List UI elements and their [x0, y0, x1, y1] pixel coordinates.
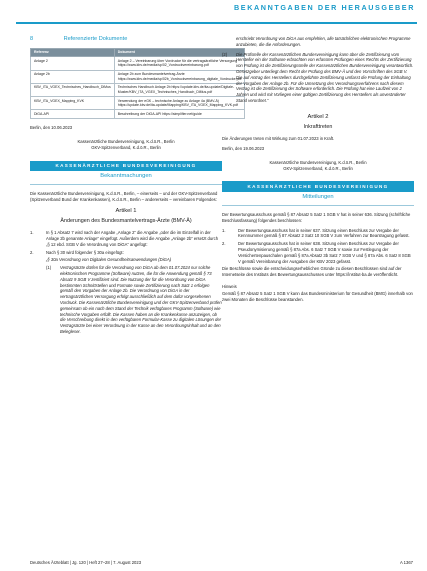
hinweis-text: Gemäß § 87 Absatz 5 Satz 1 SGB V kann das Bundesministerium für Gesundheit (BMG) innerhalb von zwei Monaten die Beschlüsse beanstanden. [222, 290, 413, 302]
list-item [222, 241, 414, 264]
table-cell-reference: DiGA-API [31, 110, 115, 119]
page-footer [30, 560, 417, 565]
list-item-label: 2. [30, 249, 34, 255]
article-subtitle: Inkrafttreten [303, 123, 333, 130]
hinweis-heading: Hinweis [222, 284, 237, 290]
list-item [30, 257, 222, 263]
table-row [31, 97, 245, 110]
table-cell-reference: KBV_ITA_VGEX_Mapping_KVK [31, 97, 115, 110]
right-column [222, 36, 414, 306]
journal-citation: Deutsches Ärzteblatt | Jg. 120 | Heft 27–28 | 7. August 2023 [30, 560, 142, 565]
table-cell-document: Anlage 2 – Vereinbarung über Vordrucke für die vertragsärztliche Versorgung https://www.kbv.de/media/sp/02_Vordruckvereinbarung.pdf [114, 57, 245, 70]
sub-list-item-text: Vertragsärzte dürfen für die Verordnung von DiGA ab dem 01.07.2024 nur solche elektronischen Programme (Software) nutzen, die für die Anwendung gemäß § 73 Absatz 9 SGB V zertifiziert sind. Die Nutzung der für die Verordnung von DiGA bestimmten Schnittstellen und Formate sowie Zertifizierung nach Satz 1 erfolgen gemäß den Vorgaben der Anlage 2b. Die Verordnung von DiGA in der vertragsärztlichen Versorgung erfolgt ausschließlich auf dem dafür vorgesehenen Vordruck. Die Kassenärztliche Bundesvereinigung und der GKV-Spitzenverband prüfen gemeinsam ob ein nach dem Stand der Technik verfügbares Programm (Software) wie technische Vorgaben erfüllt. Die Kassen haben an die Krankenkasse anzuzeigen, ob die Verschreibung direkt in den verfügbaren Formular-Kasse zu digitalen Lösungen der Vertragsärzte bei einer Verordnung in der Kasse an den Verordnungsinhalt und an den Belegleser. [60, 265, 222, 334]
section-band-kbv: KASSENÄRZTLICHE BUNDESVEREINIGUNG [222, 181, 414, 192]
list-item-label: 1. [222, 227, 226, 233]
table-row [31, 57, 245, 70]
section-subheading: Mitteilungen [302, 194, 334, 201]
table-row [31, 110, 245, 119]
table-cell-reference: Anlage 2 [31, 57, 115, 70]
article-title: Artikel 1 [115, 207, 137, 214]
section-title: Referenzierte Dokumente [63, 36, 128, 42]
place-date: Berlin, den 10.06.2023 [30, 125, 73, 131]
divider [30, 184, 222, 185]
divider [222, 205, 414, 206]
references-table [30, 48, 245, 119]
intro-paragraph: Die Kassenärztliche Bundesvereinigung, K.d.ö.R., Berlin, – einerseits – und der GKV-Spitzenverband (Spitzenverband Bund der Krankenkassen), K.d.ö.R., Berlin – andererseits – vereinbaren Folgendes: [30, 191, 218, 203]
signature-block: Kassenärztliche Bundesvereinigung, K.d.ö.R., Berlin GKV-Spitzenverband, K.d.ö.R., Berlin [269, 159, 367, 171]
section-band-kbv: KASSENÄRZTLICHE BUNDESVEREINIGUNG [30, 161, 222, 172]
section-heading-references [30, 36, 222, 44]
sub-list-item [30, 265, 222, 335]
list-item [30, 250, 222, 256]
running-header: BEKANNTGABEN DER HERAUSGEBER [234, 3, 415, 12]
table-cell-document: Beschreibung der DiGA-API https://simplifier.net/guide [114, 110, 245, 119]
table-cell-reference: Anlage 2b [31, 70, 115, 83]
table-cell-reference: KBV_ITA_VGEX_Technisches_Handbuch_DiMus [31, 83, 115, 96]
section-number: 8 [30, 36, 34, 42]
mitteilungen-closing: Die Beschlüsse sowie die entscheidungserheblichen Gründe zu diesen Beschlüssen sind auf der Internetseite des Instituts des Bewertungsausschusses unter https://institut-ba.de veröffentlicht. [222, 266, 402, 278]
header-rule [16, 22, 417, 24]
list-item-label: (2) [222, 51, 228, 57]
column-header-document: Dokument [114, 48, 245, 57]
list-item [222, 228, 414, 240]
list-item [30, 230, 222, 247]
list-item-text: Der Bewertungsausschuss hat in seiner 637. Sitzung einen Beschluss zur Vergabe der Kennnummer gemäß § 87 Absatz 2 Satz 10 SGB V zum Verfahren zur Beantragung gefasst. [238, 227, 410, 239]
page-number: A 1367 [399, 560, 413, 565]
article-title: Artikel 2 [307, 113, 329, 120]
list-item-label: 2. [222, 241, 226, 247]
table-row [31, 83, 245, 96]
table-cell-document: Verwendung der eGK – technische Anlage zu Anlage 4a (BMV-Ä) https://update.kbv.de/ita-update/Mapping/KBV_ITA_VGEX_Mapping_KVK.pdf [114, 97, 245, 110]
signature-block: Kassenärztliche Bundesvereinigung, K.d.ö.R., Berlin GKV-Spitzenverband, K.d.ö.R., Berlin [77, 138, 175, 150]
list-item-text: „§ 30a Verordnung von Digitalen Gesundheitsanwendungen (DiGA) [46, 257, 172, 263]
mitteilungen-intro: Der Bewertungsausschuss gemäß § 87 Absatz 5 Satz 1 SGB V hat in seiner 636. Sitzung (schriftliche Beschlussfassung) folgendes beschlossen: [222, 212, 411, 223]
list-item-text: Die Prüfstelle der Kassenärztlichen Bundesvereinigung kann über die Zertifizierung vom Hersteller ein der Software erbrachten von erfassten Prüfungen eines Rechts der Zertifizierung von Prüfung ist die Zertifizierungsstelle der Kassenärztlichen Bundesvereinigung verantwortlich. Gesetzgeber unterliegt dem Recht der Prüfung des BMV-Ä und den Vorschriften des SGB V. Die auf Antrag des Herstellers durchgeführte Zertifizierung umfasst die Prüfung der Einhaltung der Vorgaben der Anlage 2b. Für die Umsetzung des Verordnungsverfahrens nach diesem Vertrag ist die Zertifizierung der Software erforderlich. Die Prüfung hat eine Laufzeit von 2 Jahren und wird mit Vorliegen einer gültigen Zertifizierung des Herstellers als unveränderter Stand verordnet.“ [236, 51, 414, 103]
list-item-label [30, 257, 46, 263]
table-cell-document: Technisches Handbuch Anlage 2b https://update.kbv.de/ita-update/Digitale-Muster/KBV_ITA_VGEX_Technisches_Handbuch_DiMus.pdf [114, 83, 245, 96]
place-date: Berlin, den 19.06.2023 [222, 146, 265, 151]
section-subheading: Bekanntmachungen [100, 173, 152, 180]
sub-list-item-label: (1) [46, 265, 52, 271]
list-item [222, 52, 414, 104]
list-item-text: Der Bewertungsausschuss hat in seiner 638. Sitzung einen Beschluss zur Vergabe der Pseudonymisierung gemäß § 87a Abs. 6 Satz 7 SGB V sowie zur Festlegung der Versichertenpauschalen gemäß § 87a Absatz 3b Satz 7 SGB V und § 87a Abs. 6 Satz 8 SGB V gemäß Vereinbarung der Ausgaben der KBV 2023 gefasst. [238, 241, 411, 264]
table-header-row [31, 48, 245, 57]
article-subtitle: Änderungen des Bundesmantelvertrags-Ärzte (BMV-Ä) [60, 217, 192, 224]
column-header-reference: Referenz [31, 48, 115, 57]
table-cell-document: Anlage 2b zum Bundesmantelvertrag-Ärzte https://www.kbv.de/media/sp/02b_Vordruckvereinbarung_digitale_Vordrucke.pdf [114, 70, 245, 83]
list-item-text: In § 1 Absatz 7 wird nach der Angabe „Anlage 2“ die Angabe „oder die im Einzelfall in der Anlage 2b genannte Anlage“ eingefügt. Außerdem wird die Angabe „Anlage 2b“ ersetzt durch „§ 12 ebd. SGB V die Verordnung von DiGA“ angefügt: [46, 230, 219, 247]
table-row [31, 70, 245, 83]
continued-text: erschriebt Verordnung von DiGA aus empfehlen, alle tatsächlichen elektronischen Programme anzubieten, die die Anforderungen. [236, 36, 411, 47]
inkraft-paragraph: Die Änderungen treten mit Wirkung zum 01.07.2023 in Kraft. [222, 136, 335, 142]
list-item-label: 1. [30, 230, 34, 236]
list-item-text: Nach § 30 wird folgender § 30a eingefügt: [46, 249, 124, 255]
